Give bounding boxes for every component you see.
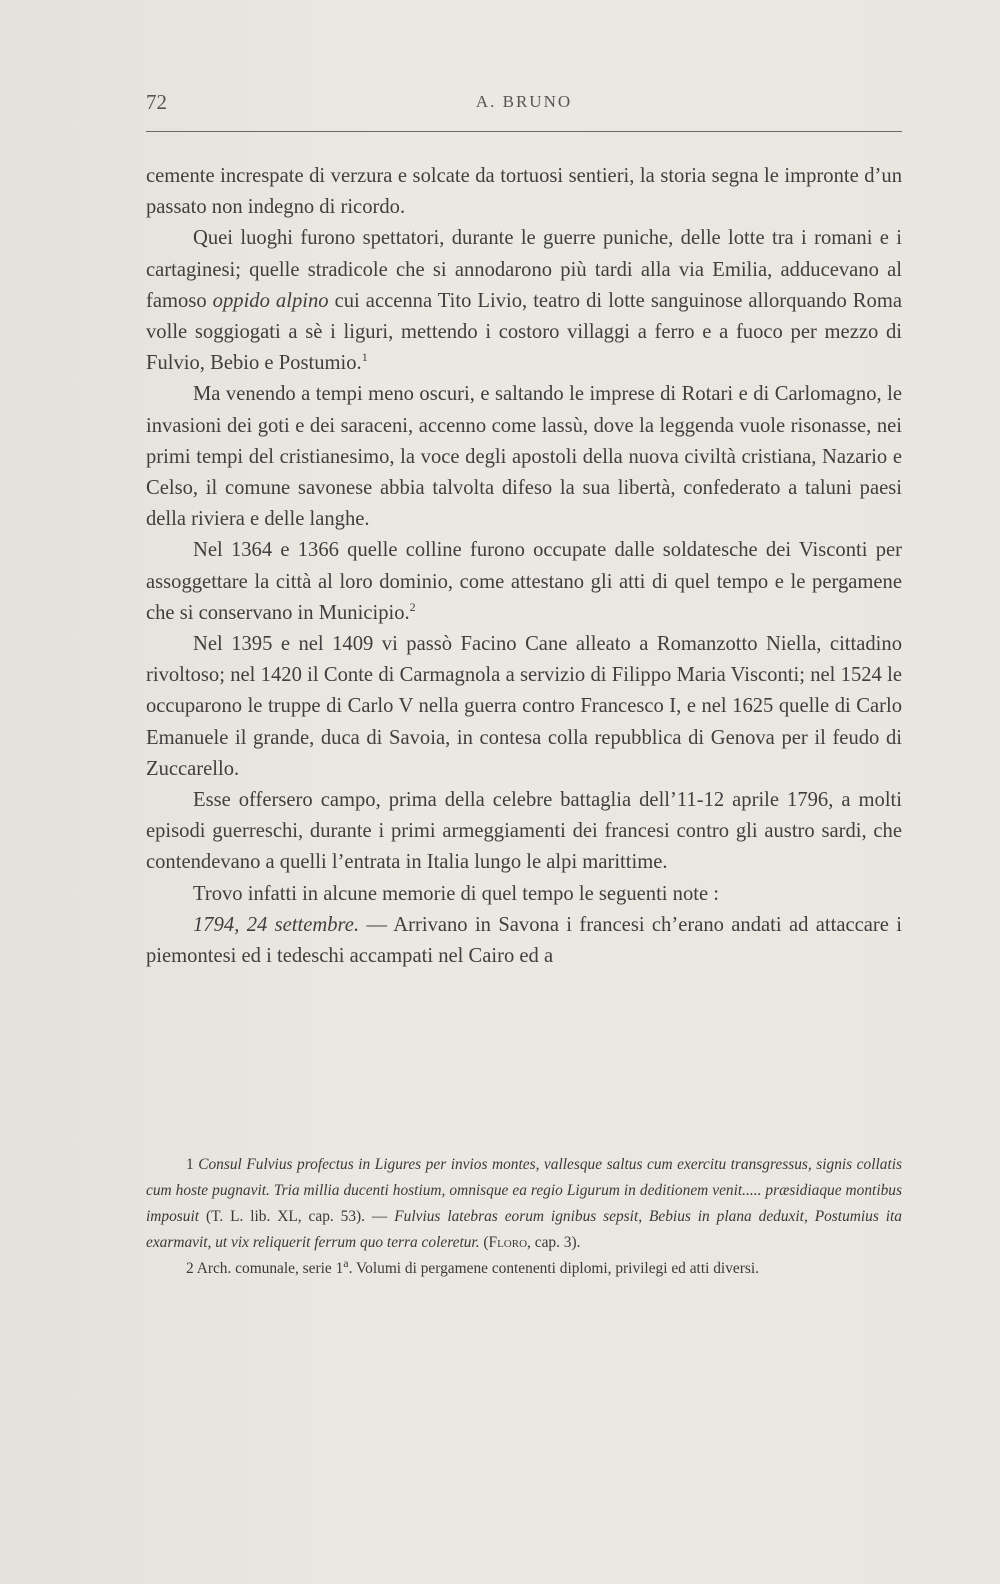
footnote-number: 2 bbox=[186, 1260, 194, 1277]
paragraph: Esse offersero campo, prima della celebre battaglia dell’11-12 aprile 1796, a molti episodi guerreschi, durante i primi armeggiamenti dei francesi contro gli austro sardi, che contendevano a quelli l’entrata in Italia lungo le alpi marittime. bbox=[146, 789, 902, 874]
header-rule bbox=[146, 131, 902, 132]
footnote-number: 1 bbox=[186, 1156, 194, 1173]
paragraph: 1794, 24 settembre. — Arrivano in Savona i francesi ch’erano andati ad attaccare i piemontesi ed i tedeschi accampati nel Cairo ed a bbox=[146, 913, 902, 968]
running-head: A. BRUNO bbox=[475, 92, 573, 111]
paragraph: Ma venendo a tempi meno oscuri, e saltando le imprese di Rotari e di Carlomagno, le invasioni dei goti e dei saraceni, accenno come lassù, dove la leggenda vuole risonasse, nei primi tempi del cristianesimo, la voce degli apostoli della nuova civiltà cristiana, Nazario e Celso, il comune savonese abbia talvolta difeso la sua libertà, confederato a taluni paesi della riviera e delle langhe. bbox=[146, 383, 902, 531]
page-number: 72 bbox=[146, 90, 167, 114]
footnote-1: 1 Consul Fulvius profectus in Ligures per invios montes, vallesque saltus cum exercitu transgressus, signis collatis cum hoste pugnavit. Tria millia ducenti hostium, omnisque ea regio Ligurum in deditionem venit..... præsidiaque montibus imposuit (T. L. lib. XL, cap. 53). — Fulvius latebras eorum ignibus sepsit, Bebius in plana deduxit, Postumius ita exarmavit, ut vix reliquerit ferrum quo terra coleretur. (Floro, cap. 3). bbox=[146, 1156, 902, 1251]
paragraph: Nel 1364 e 1366 quelle colline furono occupate dalle soldatesche dei Visconti per assoggettare la città al loro dominio, come attestano gli atti di quel tempo e le pergamene che si conservano in Municipio.$^2$ bbox=[146, 539, 902, 624]
paragraph: Trovo infatti in alcune memorie di quel tempo le seguenti note : bbox=[193, 882, 719, 905]
italic-phrase: oppido alpino bbox=[212, 289, 329, 312]
page-header bbox=[146, 90, 902, 120]
footnotes bbox=[146, 1152, 902, 1282]
footnote-ref: 2 bbox=[409, 599, 416, 614]
date-heading: 1794, 24 settembre. bbox=[193, 913, 360, 936]
paragraph: cemente increspate di verzura e solcate da tortuosi sentieri, la storia segna le impronte d’un passato non indegno di ricordo. bbox=[146, 165, 902, 219]
footnote-2: 2 Arch. comunale, serie 1$^a$. Volumi di pergamene contenenti diplomi, privilegi ed atti diversi. bbox=[186, 1255, 759, 1277]
paragraph: Nel 1395 e nel 1409 vi passò Facino Cane alleato a Romanzotto Niella, cittadino rivoltoso; nel 1420 il Conte di Carmagnola a servizio di Filippo Maria Visconti; nel 1524 le occuparono le truppe di Carlo V nella guerra contro Francesco I, e nel 1625 quelle di Carlo Emanuele il grande, duca di Savoia, in contesa colla repubblica di Genova per il feudo di Zuccarello. bbox=[146, 633, 902, 780]
main-text bbox=[146, 161, 902, 972]
footnote-ref: 1 bbox=[361, 350, 368, 365]
paragraph: Quei luoghi furono spettatori, durante le guerre puniche, delle lotte tra i romani e i cartaginesi; quelle stradicole che si annodarono più tardi alla via Emilia, adducevano al famoso oppido alpino cui accenna Tito Livio, teatro di lotte sanguinose allorquando Roma volle soggiogati a sè i liguri, mettendo i costoro villaggi a ferro e a fuoco per mezzo di Fulvio, Bebio e Postumio.$^1$ bbox=[146, 227, 902, 375]
